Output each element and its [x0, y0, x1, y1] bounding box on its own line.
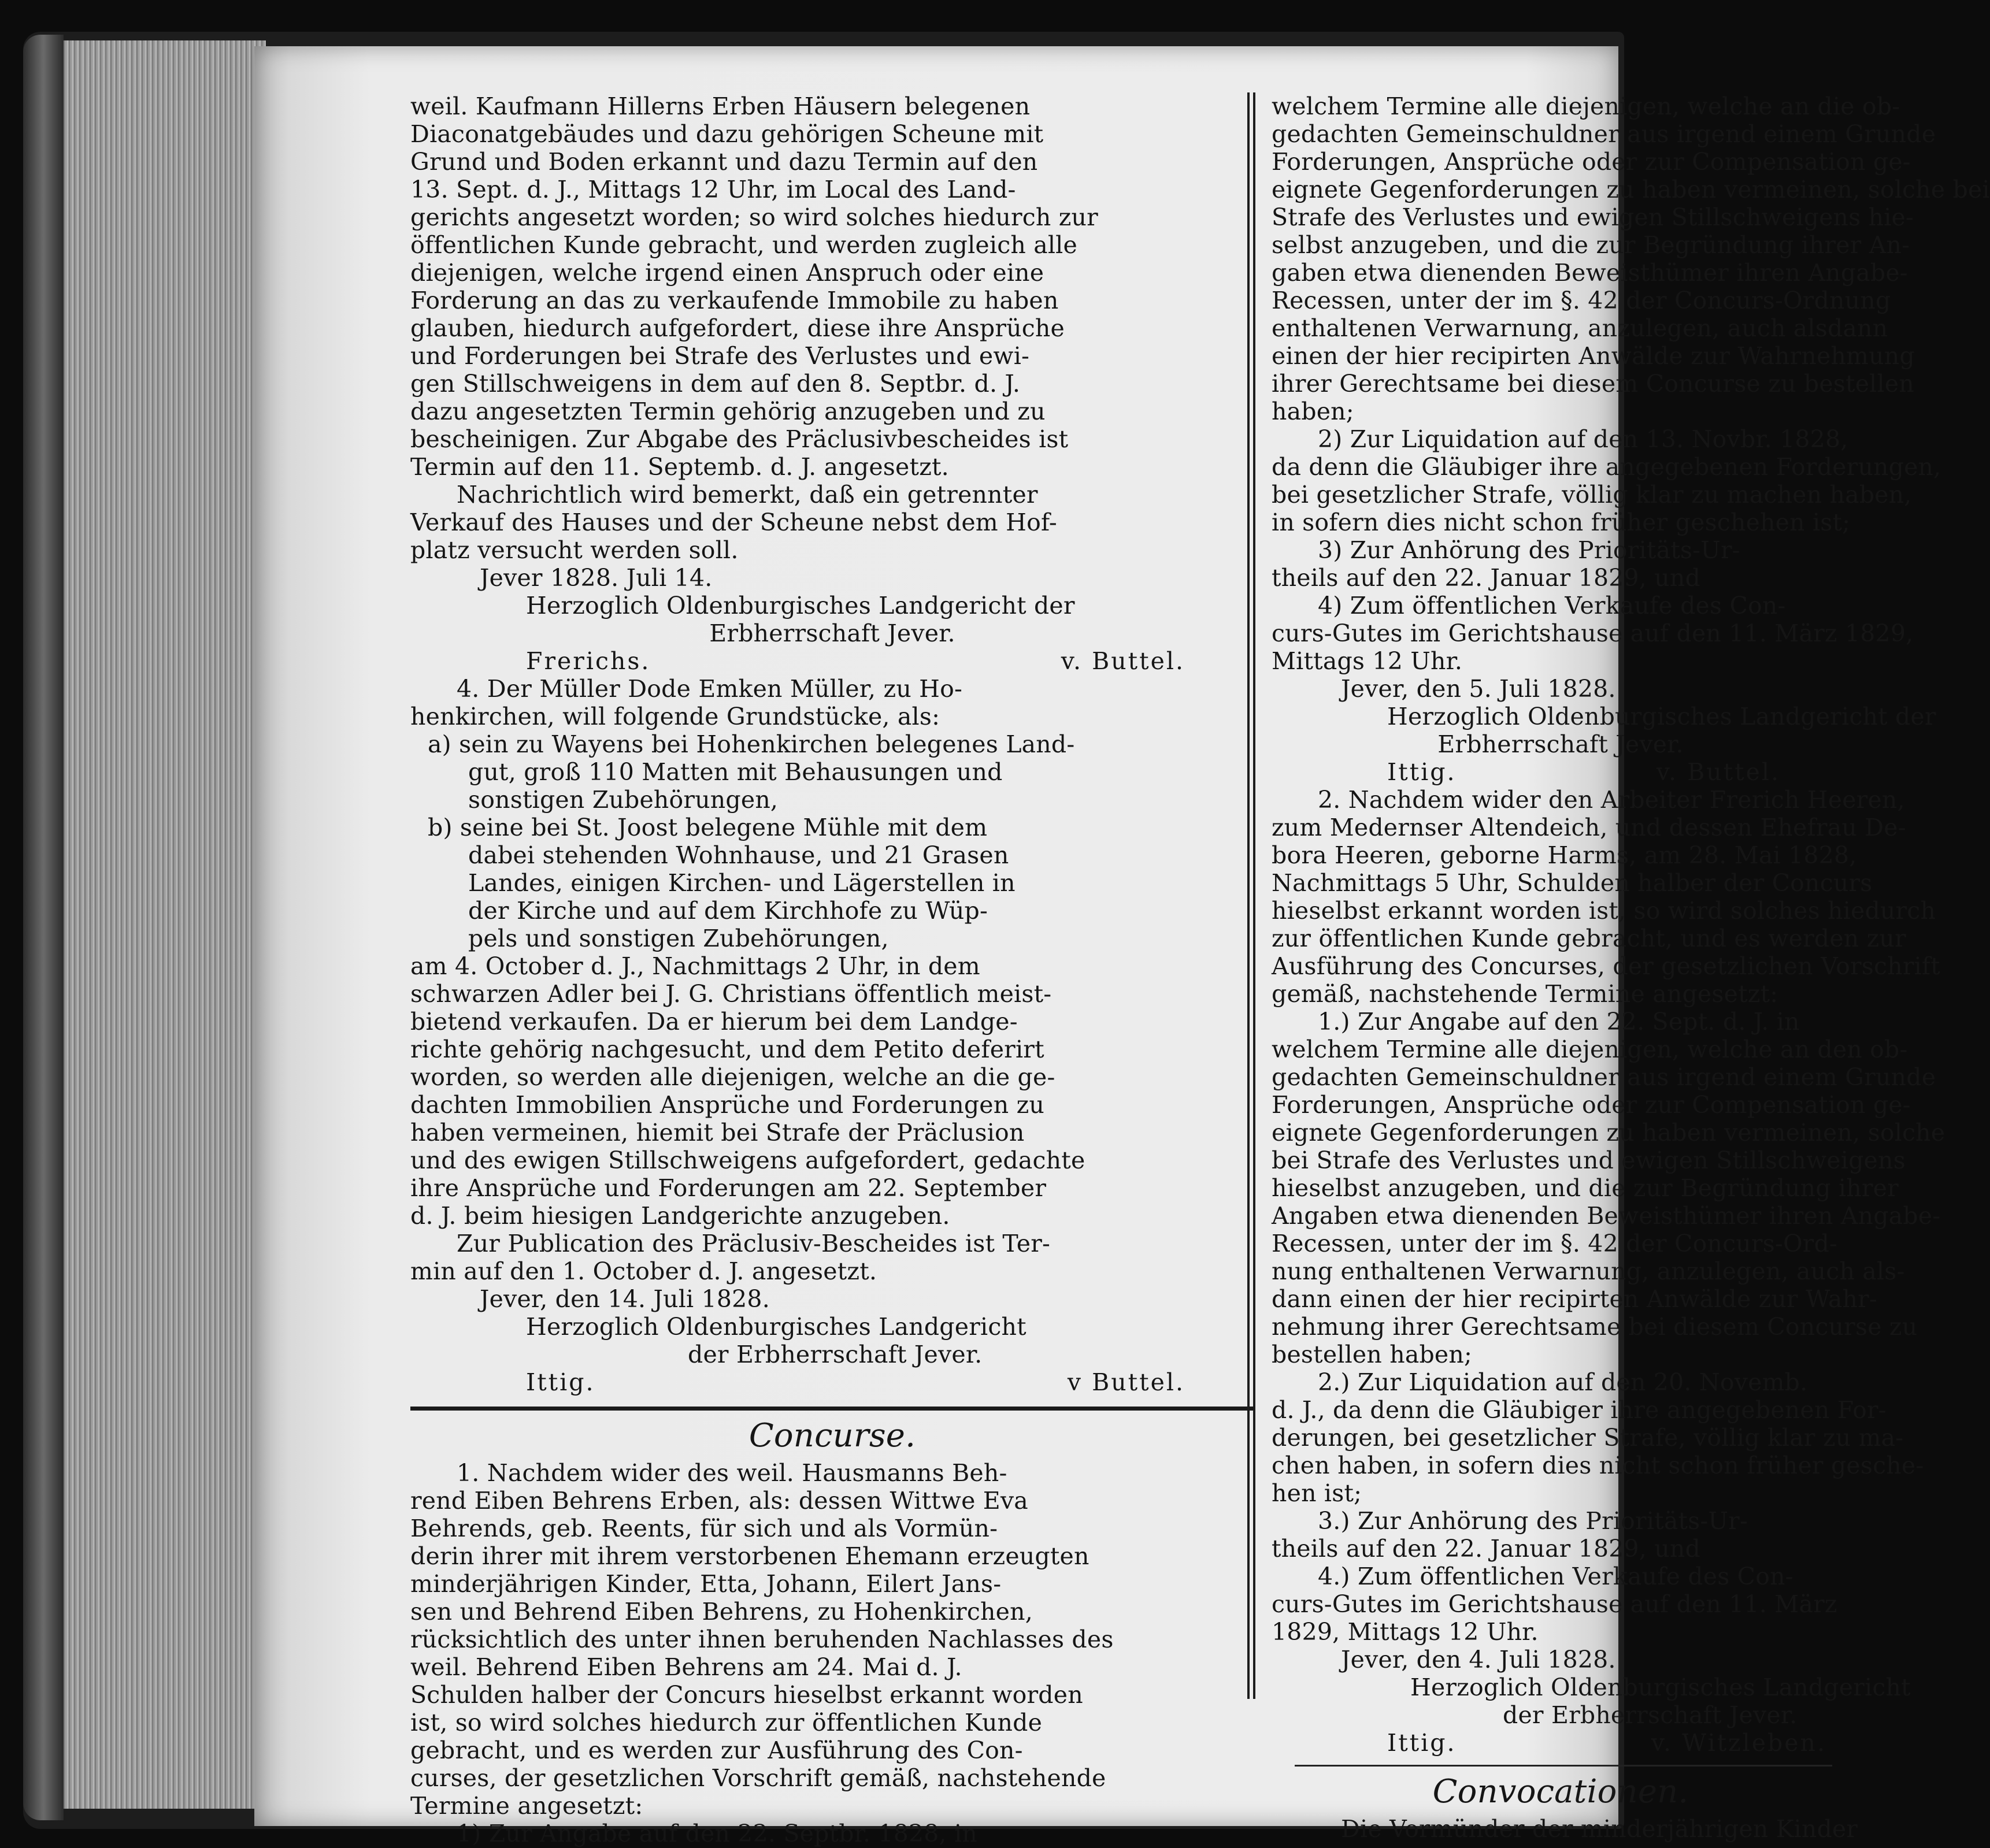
text-line: nehmung ihrer Gerechtsame bei diesem Concurse zu — [1272, 1313, 1918, 1341]
right-court-1-line1: Herzoglich Oldenburgisches Landgericht der — [1387, 703, 1936, 730]
text-line: ist, so wird solches hiedurch zur öffentlichen Kunde — [410, 1709, 1043, 1736]
text-line: Forderung an das zu verkaufende Immobile zu haben — [410, 287, 1059, 314]
text-line: weil. Behrend Eiben Behrens am 24. Mai d. J. — [410, 1653, 962, 1681]
text-line: eignete Gegenforderungen zu haben vermeinen, solche bei — [1272, 176, 1990, 203]
text-line: bora Heeren, geborne Harms, am 28. Mai 1828, — [1272, 841, 1857, 869]
left-note-paragraph — [410, 481, 1254, 564]
right-signatures-1 — [1272, 758, 1850, 786]
left-column — [410, 92, 1254, 1847]
text-line: d. J., da denn die Gläubiger ihre angegebenen For- — [1272, 1396, 1887, 1424]
text-line: Termine angesetzt: — [410, 1792, 643, 1820]
text-line: schwarzen Adler bei J. G. Christians öffentlich meist- — [410, 980, 1052, 1008]
text-line: selbst anzugeben, und die zur Begründung ihrer An- — [1272, 231, 1910, 259]
text-line: und des ewigen Stillschweigens aufgefordert, gedachte — [410, 1146, 1085, 1174]
text-line: chen haben, in sofern dies nicht schon früher gesche- — [1272, 1452, 1924, 1479]
text-line: 4) Zum öffentlichen Verkaufe des Con- — [1318, 592, 1786, 619]
text-line: Schulden halber der Concurs hieselbst erkannt worden — [410, 1681, 1083, 1709]
text-line: bei gesetzlicher Strafe, völlig klar zu machen haben, — [1272, 481, 1912, 509]
right-liquidation-1 — [1272, 425, 1941, 536]
left-sig-1-b: v. Buttel. — [1061, 647, 1185, 675]
right-court-2-line2: der Erbherrschaft Jever. — [1503, 1701, 1798, 1729]
text-line: bei Strafe des Verlustes und ewigen Stillschweigens — [1272, 1146, 1906, 1174]
right-sig-1-a: Ittig. — [1387, 758, 1457, 786]
text-line: dann einen der hier recipirten Anwälde zur Wahr- — [1272, 1285, 1877, 1313]
right-sale-2 — [1272, 1563, 1850, 1646]
left-court-1-line1: Herzoglich Oldenburgisches Landgericht der — [526, 592, 1075, 619]
left-date-1: Jever 1828. Juli 14. — [480, 564, 713, 592]
text-line: 1829, Mittags 12 Uhr. — [1272, 1618, 1539, 1646]
text-line: Recessen, unter der im §. 42 der Concurs-Ordnung — [1272, 287, 1891, 314]
text-line: derin ihrer mit ihrem verstorbenen Ehemann erzeugten — [410, 1542, 1090, 1570]
text-line: ihre Ansprüche und Forderungen am 22. September — [410, 1174, 1047, 1202]
text-line: glauben, hiedurch aufgefordert, diese ihre Ansprüche — [410, 314, 1065, 342]
text-line: Landes, einigen Kirchen- und Lägerstellen in — [468, 869, 1016, 897]
text-line: gaben etwa dienenden Beweisthümer ihren Angabe- — [1272, 259, 1908, 287]
right-date-1: Jever, den 5. Juli 1828. — [1341, 675, 1616, 703]
right-sig-1-b: v. Buttel. — [1656, 758, 1780, 786]
text-line: 3.) Zur Anhörung des Prioritäts-Ur- — [1318, 1507, 1748, 1535]
text-line: 1.) Zur Angabe auf den 22. Sept. d. J. in — [1318, 1008, 1800, 1036]
left-sig-1-a: Frerichs. — [526, 647, 651, 675]
text-line: Forderungen, Ansprüche oder zur Compensation ge- — [1272, 148, 1911, 176]
text-line: eignete Gegenforderungen zu haben vermeinen, solche — [1272, 1119, 1945, 1146]
right-priority-1 — [1272, 536, 1850, 592]
text-line: henkirchen, will folgende Grundstücke, als: — [410, 703, 940, 730]
concurse-heading: Concurse. — [748, 1417, 916, 1454]
left-signatures-1 — [410, 647, 1254, 675]
left-date-2: Jever, den 14. Juli 1828. — [480, 1285, 770, 1313]
text-line: d. J. beim hiesigen Landgerichte anzugeben. — [410, 1202, 950, 1230]
text-line: min auf den 1. October d. J. angesetzt. — [410, 1257, 877, 1285]
right-item2-paragraph — [1272, 786, 1940, 1008]
text-line: gerichts angesetzt worden; so wird solches hiedurch zur — [410, 203, 1098, 231]
text-line: Ausführung des Concurses, der gesetzlichen Vorschrift — [1272, 952, 1940, 980]
text-line: Verkauf des Hauses und der Scheune nebst dem Hof- — [410, 509, 1057, 536]
right-sig-2-a: Ittig. — [1387, 1729, 1457, 1757]
concurse-1-paragraph — [410, 1459, 1254, 1820]
text-line: weil. Kaufmann Hillerns Erben Häusern belegenen — [410, 92, 1031, 120]
convocationen-first-line: Die Vormünder der minderjährigen Kinder — [1341, 1815, 1858, 1843]
text-line: worden, so werden alle diejenigen, welche an die ge- — [410, 1063, 1055, 1091]
text-line: zum Medernser Altendeich, und dessen Ehefrau De- — [1272, 814, 1906, 841]
text-line: sonstigen Zubehörungen, — [468, 786, 779, 814]
text-line: dazu angesetzten Termin gehörig anzugeben und zu — [410, 398, 1046, 425]
text-line: b) seine bei St. Joost belegene Mühle mit dem — [428, 814, 988, 841]
text-line: zur öffentlichen Kunde gebracht, und es werden zur — [1272, 925, 1906, 952]
left-publication — [410, 1230, 1254, 1285]
left-signatures-2 — [410, 1368, 1254, 1396]
text-line: Termin auf den 11. Septemb. d. J. angesetzt. — [410, 453, 949, 481]
text-line: Mittags 12 Uhr. — [1272, 647, 1463, 675]
text-line: bescheinigen. Zur Abgabe des Präclusivbescheides ist — [410, 425, 1069, 453]
text-line: ihrer Gerechtsame bei diesem Concurse zu bestellen — [1272, 370, 1914, 398]
text-line: 4. Der Müller Dode Emken Müller, zu Ho- — [457, 675, 963, 703]
text-line: welchem Termine alle diejenigen, welche an den ob- — [1272, 1036, 1908, 1063]
text-line: da denn die Gläubiger ihre angegebenen Forderungen, — [1272, 453, 1941, 481]
text-line: einen der hier recipirten Anwälde zur Wahrnehmung — [1272, 342, 1915, 370]
text-line: hieselbst erkannt worden ist, so wird solches hiedurch — [1272, 897, 1936, 925]
text-line: Forderungen, Ansprüche oder zur Compensation ge- — [1272, 1091, 1911, 1119]
text-line: curses, der gesetzlichen Vorschrift gemäß, nachstehende — [410, 1764, 1106, 1792]
text-line: theils auf den 22. Januar 1829, und — [1272, 564, 1700, 592]
text-line: 13. Sept. d. J., Mittags 12 Uhr, im Local des Land- — [410, 176, 1016, 203]
text-line: theils auf den 22. Januar 1829, und — [1272, 1535, 1700, 1563]
text-line: gemäß, nachstehende Termine angesetzt: — [1272, 980, 1778, 1008]
text-line: rücksichtlich des unter ihnen beruhenden Nachlasses des — [410, 1626, 1114, 1653]
text-line: nung enthaltenen Verwarnung, anzulegen, auch als- — [1272, 1257, 1905, 1285]
text-line: gut, groß 110 Matten mit Behausungen und — [468, 758, 1003, 786]
left-court-2-line1: Herzoglich Oldenburgisches Landgericht — [526, 1313, 1027, 1341]
concurse-1-last-line: 1) Zur Angabe auf den 22. Septbr. 1828, in — [457, 1820, 977, 1847]
right-section-rule — [1295, 1765, 1832, 1767]
left-item4-a — [410, 730, 1254, 814]
left-intro-paragraph — [410, 92, 1254, 481]
right-priority-2 — [1272, 1507, 1850, 1563]
text-line: 1. Nachdem wider des weil. Hausmanns Beh- — [457, 1459, 1007, 1487]
text-line: platz versucht werden soll. — [410, 536, 739, 564]
text-line: in sofern dies nicht schon früher geschehen ist; — [1272, 509, 1851, 536]
right-continuation — [1272, 92, 1990, 425]
left-sig-2-a: Ittig. — [526, 1368, 595, 1396]
text-line: a) sein zu Wayens bei Hohenkirchen belegenes Land- — [428, 730, 1075, 758]
text-line: diejenigen, welche irgend einen Anspruch oder eine — [410, 259, 1044, 287]
left-item4-intro — [410, 675, 1254, 730]
right-sale-1 — [1272, 592, 1914, 675]
text-line: 2.) Zur Liquidation auf den 20. Novemb. — [1318, 1368, 1808, 1396]
text-line: Nachrichtlich wird bemerkt, daß ein getrennter — [457, 481, 1038, 509]
text-line: minderjährigen Kinder, Etta, Johann, Eilert Jans- — [410, 1570, 1002, 1598]
text-line: derungen, bei gesetzlicher Strafe, völlig klar zu ma- — [1272, 1424, 1904, 1452]
text-line: gedachten Gemeinschuldner aus irgend einem Grunde — [1272, 120, 1936, 148]
left-court-1-line2: Erbherrschaft Jever. — [709, 619, 955, 647]
text-line: öffentlichen Kunde gebracht, und werden zugleich alle — [410, 231, 1077, 259]
text-line: Angaben etwa dienenden Beweisthümer ihren Angabe- — [1272, 1202, 1941, 1230]
text-line: welchem Termine alle diejenigen, welche an die ob- — [1272, 92, 1900, 120]
right-sig-2-b: v. Witzleben. — [1651, 1729, 1826, 1757]
text-line: enthaltenen Verwarnung, anzulegen, auch alsdann — [1272, 314, 1888, 342]
text-line: am 4. October d. J., Nachmittags 2 Uhr, in dem — [410, 952, 980, 980]
left-item4-rest — [410, 952, 1254, 1230]
text-line: Diaconatgebäudes und dazu gehörigen Scheune mit — [410, 120, 1044, 148]
right-court-2-line1: Herzoglich Oldenburgisches Landgericht — [1410, 1673, 1911, 1701]
text-line: gen Stillschweigens in dem auf den 8. Septbr. d. J. — [410, 370, 1021, 398]
text-line: dachten Immobilien Ansprüche und Forderungen zu — [410, 1091, 1044, 1119]
text-line: pels und sonstigen Zubehörungen, — [468, 925, 889, 952]
text-line: Nachmittags 5 Uhr, Schulden halber der Concurs — [1272, 869, 1873, 897]
right-court-1-line2: Erbherrschaft Jever. — [1437, 730, 1684, 758]
text-line: curs-Gutes im Gerichtshause auf den 11. März 1829, — [1272, 619, 1914, 647]
text-line: Strafe des Verlustes und ewigen Stillschweigens hie- — [1272, 203, 1914, 231]
right-signatures-2 — [1272, 1729, 1850, 1757]
left-court-2-line2: der Erbherrschaft Jever. — [688, 1341, 983, 1368]
text-line: 2) Zur Liquidation auf den 13. Novbr. 1828, — [1318, 425, 1848, 453]
convocationen-heading: Convocationen. — [1432, 1773, 1689, 1810]
text-line: Behrends, geb. Reents, für sich und als Vormün- — [410, 1515, 998, 1542]
text-line: 3) Zur Anhörung des Prioritäts-Ur- — [1318, 536, 1740, 564]
text-line: hieselbst anzugeben, und die zur Begründung ihrer — [1272, 1174, 1899, 1202]
text-line: Grund und Boden erkannt und dazu Termin auf den — [410, 148, 1038, 176]
text-line: gedachten Gemeinschuldner aus irgend einem Grunde — [1272, 1063, 1936, 1091]
text-line: bestellen haben; — [1272, 1341, 1472, 1368]
text-line: Recessen, unter der im §. 42 der Concurs-Ord- — [1272, 1230, 1838, 1257]
text-line: bietend verkaufen. Da er hierum bei dem Landge- — [410, 1008, 1018, 1036]
text-line: curs-Gutes im Gerichtshause auf den 11. März — [1272, 1590, 1837, 1618]
text-line: der Kirche und auf dem Kirchhofe zu Wüp- — [468, 897, 988, 925]
book-page — [254, 46, 1990, 1847]
text-line: haben vermeinen, hiemit bei Strafe der Präclusion — [410, 1119, 1025, 1146]
text-line: dabei stehenden Wohnhause, und 21 Grasen — [468, 841, 1009, 869]
text-line: 4.) Zum öffentlichen Verkaufe des Con- — [1318, 1563, 1793, 1590]
section-rule — [410, 1407, 1254, 1411]
left-sig-2-b: v Buttel. — [1067, 1368, 1185, 1396]
text-line: hen ist; — [1272, 1479, 1362, 1507]
column-divider — [1247, 92, 1255, 1699]
text-line: haben; — [1272, 398, 1354, 425]
right-angabe-2 — [1272, 1008, 1945, 1368]
text-line: sen und Behrend Eiben Behrens, zu Hohenkirchen, — [410, 1598, 1033, 1626]
right-date-2: Jever, den 4. Juli 1828. — [1341, 1646, 1616, 1673]
text-line: rend Eiben Behrens Erben, als: dessen Wittwe Eva — [410, 1487, 1028, 1515]
text-line: 2. Nachdem wider den Arbeiter Frerich Heeren, — [1318, 786, 1905, 814]
text-line: Zur Publication des Präclusiv-Bescheides ist Ter- — [457, 1230, 1051, 1257]
page-edges — [35, 40, 266, 1809]
left-item4-b — [410, 814, 1254, 952]
book-spine — [23, 35, 64, 1820]
text-line: gebracht, und es werden zur Ausführung des Con- — [410, 1736, 1023, 1764]
text-line: richte gehörig nachgesucht, und dem Petito deferirt — [410, 1036, 1044, 1063]
text-line: und Forderungen bei Strafe des Verlustes und ewi- — [410, 342, 1030, 370]
right-liquidation-2 — [1272, 1368, 1924, 1507]
right-column — [1272, 92, 1990, 1843]
